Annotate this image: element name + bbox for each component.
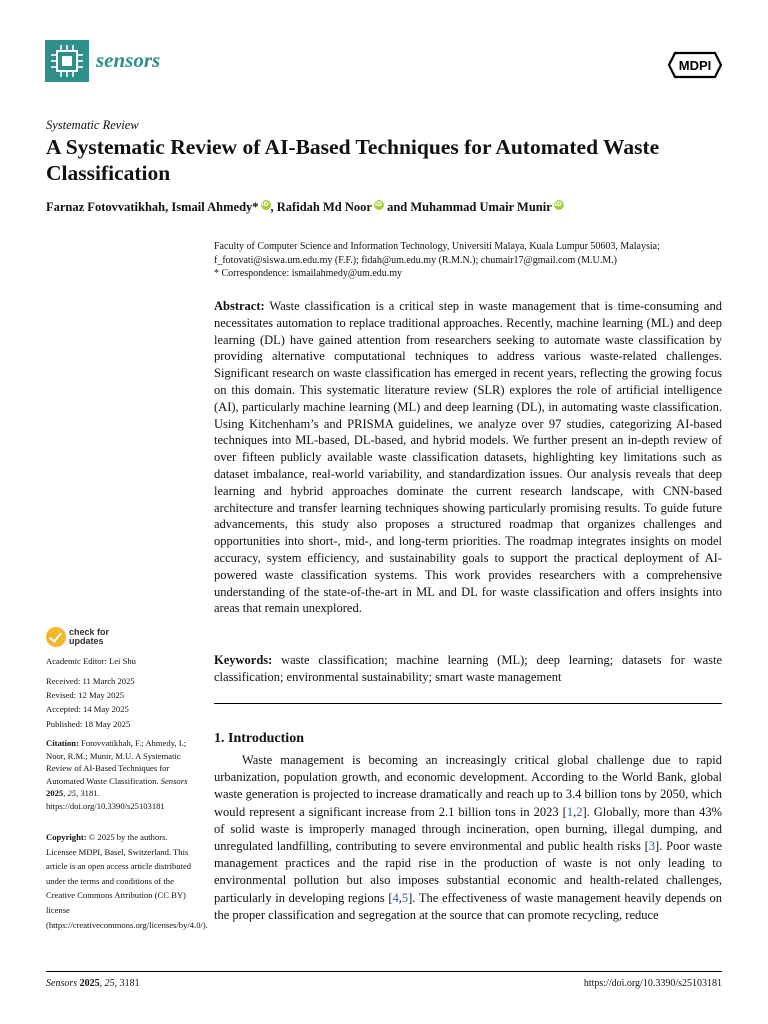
abstract xyxy=(214,298,722,617)
copyright-text: © 2025 by the authors. Licensee MDPI, Basel, Switzerland. This article is an open access article distributed under the terms and conditions of the Creative Commons Attribution (CC BY) license (https://creativecommons.org/licenses/by/4.0/). xyxy=(46,832,208,930)
revised-date: Revised: 12 May 2025 xyxy=(46,690,125,701)
section-heading: 1. Introduction xyxy=(214,731,304,746)
correspondence: * Correspondence: ismailahmedy@um.edu.my xyxy=(214,268,403,279)
keywords-text: waste classification; machine learning (ML); deep learning; datasets for waste classification; environmental sustainability; smart waste management xyxy=(214,653,722,684)
affiliation-emails: f_fotovati@siswa.um.edu.my (F.F.); fidah@um.edu.my (R.M.N.); chumair17@gmail.com (M.U.M.) xyxy=(214,254,617,266)
citation-link[interactable]: 2 xyxy=(576,804,583,819)
citation-link[interactable]: 3 xyxy=(648,839,656,854)
copyright-block xyxy=(46,830,208,932)
author-name[interactable]: Rafidah Md Noor xyxy=(276,200,372,214)
affiliation-line: Faculty of Computer Science and Information Technology, Universiti Malaya, Kuala Lumpur 50603, Malaysia; xyxy=(214,241,660,252)
footer-divider xyxy=(46,971,722,972)
citation-pages-doi[interactable]: , 3181. https://doi.org/10.3390/s25103181 xyxy=(46,788,165,811)
affiliations xyxy=(214,240,724,281)
publisher-name: MDPI xyxy=(678,58,712,73)
published-date: Published: 18 May 2025 xyxy=(46,718,131,729)
journal-name[interactable]: sensors xyxy=(96,48,161,72)
footer-volume: 25 xyxy=(104,978,115,989)
citation-label: Citation: xyxy=(46,738,79,748)
citation-year: 2025 xyxy=(46,788,64,798)
footer-doi-link[interactable]: https://doi.org/10.3390/s25103181 xyxy=(583,978,722,989)
journal-logo xyxy=(45,40,89,82)
author-name[interactable]: Farnaz Fotovvatikhah xyxy=(46,200,166,214)
history-dates xyxy=(46,674,196,731)
article-type: Systematic Review xyxy=(46,118,139,132)
keywords-label: Keywords: xyxy=(214,653,273,667)
orcid-icon[interactable] xyxy=(261,200,271,210)
chip-icon xyxy=(45,40,89,82)
accepted-date: Accepted: 14 May 2025 xyxy=(46,704,129,715)
orcid-icon[interactable] xyxy=(374,200,384,210)
citation-link[interactable]: 1 xyxy=(566,804,574,819)
citation-journal: Sensors xyxy=(160,775,188,786)
publisher-logo[interactable] xyxy=(667,50,723,85)
introduction-body xyxy=(214,752,722,924)
check-updates-text: check for updates xyxy=(69,627,110,646)
citation-link[interactable]: 5 xyxy=(401,890,409,905)
footer-article-number: , 3181 xyxy=(114,978,140,989)
abstract-text: Waste classification is a critical step in waste management that is time-consuming and necessitates automation to replace traditional approaches. Recently, machine learning (ML) and deep learning (DL) have gained attention from researchers seeking to automate waste classification by providing alternative computational techniques to address various waste-related challenges. Significant research on waste classification has emerged in recent years, reflecting the growing focus on this domain. This systematic literature review (SLR) explores the role of artificial intelligence (AI), particularly machine learning (ML) and deep learning (DL), in automating waste classification. Using Kitchenham’s and PRISMA guidelines, we analyze over 97 studies, categorizing AI-based techniques into ML-based, DL-based, and hybrid models. We further present an in-depth review of over fifteen publicly available waste classification datasets, highlighting key limitations such as dataset imbalance, real-world variability, and standardization issues. Our analysis reveals that deep learning and hybrid approaches dominate the current research landscape, with CNN-based architecture and transfer learning techniques showing particularly promising results. To guide future advancements, this study also proposes a structured roadmap that organizes challenges and opportunities into short-, mid-, and long-term priorities. The roadmap integrates insights on model accuracy, system efficiency, and sustainability goals to support the practical deployment of AI-powered waste classification systems. This work provides researchers with a comprehensive understanding of the state-of-the-art in ML and DL for waste classification and offers insights into areas that remain unexplored. xyxy=(214,299,722,616)
orcid-icon[interactable] xyxy=(554,200,564,210)
footer-citation: Sensors 2025, 25, 3181 xyxy=(46,978,140,989)
received-date: Received: 11 March 2025 xyxy=(46,676,135,686)
copyright-label: Copyright: xyxy=(46,832,87,842)
author-name[interactable]: Muhammad Umair Munir xyxy=(410,200,552,214)
academic-editor: Academic Editor: Lei Shu xyxy=(46,656,136,666)
footer-journal: Sensors xyxy=(46,978,78,989)
author-name[interactable]: Ismail Ahmedy* xyxy=(171,200,259,214)
citation-link[interactable]: 4 xyxy=(392,890,399,905)
citation-block: Citation: Fotovvatikhah, F.; Ahmedy, I.; Noor, R.M.; Munir, M.U. A Systematic Review of AI-Based Techniques for Automated Waste Classification. Sensors 2025, 25, 3181. https://doi.org/10.3390/s25103181 xyxy=(46,738,188,811)
citation-text: Fotovvatikhah, F.; Ahmedy, I.; Noor, R.M.; Munir, M.U. A Systematic Review of AI-Based Techniques for Automated Waste Classification. xyxy=(46,738,187,786)
intro-paragraph: Waste management is becoming an increasingly critical global challenge due to rapid urbanization, population growth, and economic development. According to the World Bank, global waste generation is projected to increase dramatically and reach up to 3.4 billion tons by 2050, which would represent a significant increase from 2.1 billion tons in 2023 [1,2]. Globally, more than 43% of solid waste is improperly managed through incineration, open burning, illegal dumping, and unregulated landfilling, contributing to severe environmental and public health risks [3]. Poor waste management practices and the rapid rise in the production of waste is not only leading to environmental pollution but also imposes substantial economic and health-related challenges, particularly in developing regions [4,5]. The effectiveness of waste management heavily depends on the proper classification and segregation at the source that can promote recycling, reduce xyxy=(214,753,722,922)
footer-year: 2025 xyxy=(79,978,100,989)
keywords xyxy=(214,652,722,686)
article-title: A Systematic Review of AI-Based Techniques for Automated Waste Classification xyxy=(46,135,660,185)
abstract-label: Abstract: xyxy=(214,299,265,313)
checkmark-icon xyxy=(46,627,66,647)
author-list: Farnaz Fotovvatikhah, Ismail Ahmedy*iD , Rafidah Md NooriD and Muhammad Umair MuniriD xyxy=(46,200,726,215)
citation-volume: 25 xyxy=(67,788,77,798)
section-divider xyxy=(214,703,722,704)
